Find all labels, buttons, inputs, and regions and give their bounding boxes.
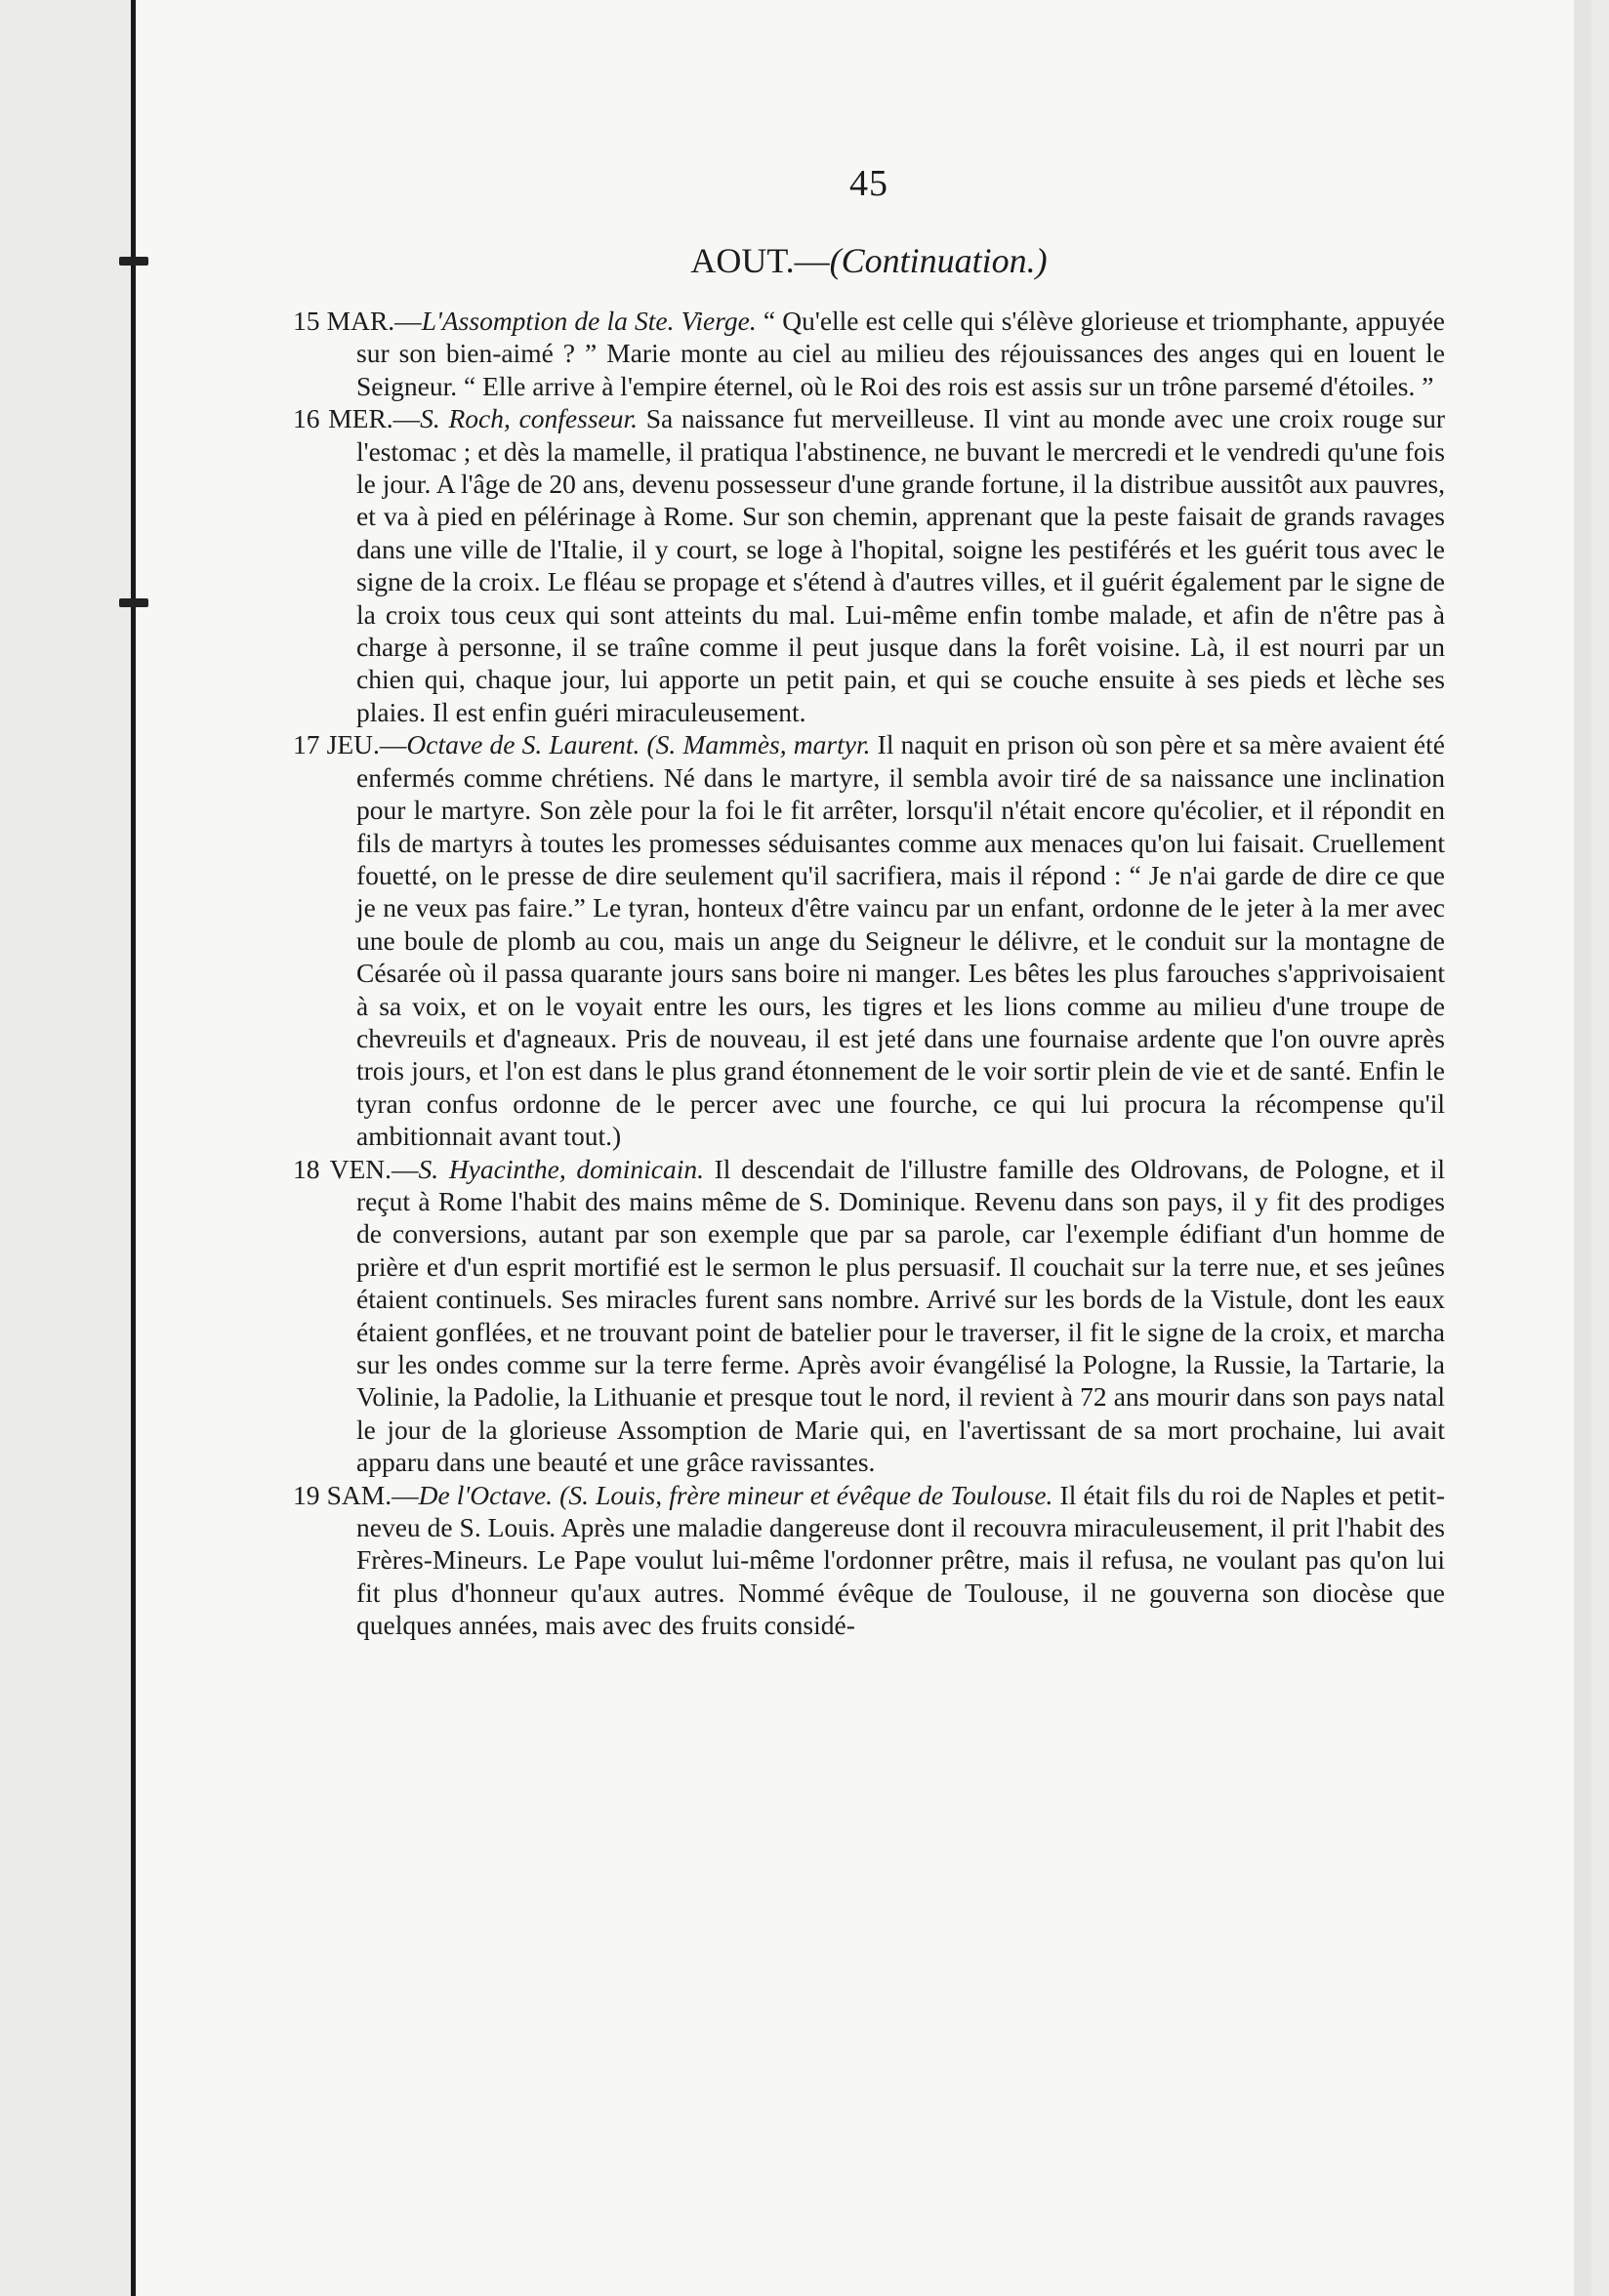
binding-line (131, 0, 136, 2296)
entry-day: 15 MAR.— (293, 306, 422, 336)
calendar-entry (293, 305, 1445, 402)
binding-mark (119, 257, 148, 266)
heading-month: AOUT.— (690, 241, 830, 280)
calendar-entry (293, 1479, 1445, 1642)
heading-continuation: (Continuation.) (829, 241, 1048, 280)
entry-title: S. Roch, confesseur. (420, 403, 639, 434)
page-edge (1574, 0, 1591, 2296)
entry-title: S. Hyacinthe, dominicain. (418, 1153, 704, 1184)
entry-text: “ Qu'elle est celle qui s'élève glorieuse et triomphante, appuyée sur son bien-aimé ? ” Marie monte au ciel au milieu des réjouissances des anges qui en louent le Seigneur. “ Elle arrive à l'empire éternel, où le Roi des rois est assis sur un trône parsemé d'étoiles. ” (356, 306, 1445, 401)
calendar-entry (293, 728, 1445, 1152)
entry-title: De l'Octave. (S. Louis, frère mineur et évêque de Toulouse. (418, 1479, 1053, 1510)
page-number: 45 (849, 163, 888, 204)
entries-list (293, 305, 1445, 1642)
binding-mark (119, 598, 148, 607)
entry-day: 17 JEU.— (293, 729, 407, 760)
entry-text: Il naquit en prison où son père et sa mère avaient été enfermés comme chrétiens. Né dans le martyre, il sembla avoir tiré de sa naissance une inclination pour le martyre. Son zèle pour la foi le fit arrêter, lorsqu'il n'était encore qu'écolier, et il répondit en fils de martyrs à toutes les promesses séduisantes comme aux menaces qu'on lui faisait. Cruellement fouetté, on le presse de dire seulement qu'il sacrifiera, mais il répond : “ Je n'ai garde de dire ce que je ne veux pas faire.” Le tyran, honteux d'être vaincu par un enfant, ordonne de le jeter à la mer avec une boule de plomb au cou, mais un ange du Seigneur le délivre, et le conduit sur la montagne de Césarée où il passa quarante jours sans boire ni manger. Les bêtes les plus farouches s'apprivoisaient à sa voix, et on le voyait entre les ours, les tigres et les lions comme au milieu d'une troupe de chevreuils et d'agneaux. Pris de nouveau, il est jeté dans une fournaise ardente que l'on ouvre après trois jours, et l'on est dans le plus grand étonnement de le voir sortir plein de vie et de santé. Enfin le tyran confus ordonne de le percer avec une fourche, ce qui lui procura la récompense qu'il ambitionnait avant tout.) (356, 729, 1445, 1152)
entry-text: Il descendait de l'illustre famille des Oldrovans, de Pologne, et il reçut à Rome l'habit des mains même de S. Dominique. Revenu dans son pays, il y fit des prodiges de conversions, autant par son exemple que par sa parole, car l'exemple édifiant d'un homme de prière et d'un esprit mortifié est le sermon le plus persuasif. Il couchait sur la terre nue, et ses jeûnes étaient continuels. Ses miracles furent sans nombre. Arrivé sur les bords de la Vistule, dont les eaux étaient gonflées, et ne trouvant point de batelier pour le traverser, il fit le signe de la croix, et marcha sur les ondes comme sur la terre ferme. Après avoir évangélisé la Pologne, la Russie, la Tartarie, la Volinie, la Padolie, la Lithuanie et presque tout le nord, il revient à 72 ans mourir dans son pays natal le jour de la glorieuse Assomption de Marie qui, en l'avertissant de sa mort prochaine, lui avait apparu dans une beauté et une grâce ravissantes. (356, 1153, 1445, 1478)
entry-text: Il était fils du roi de Naples et petit-neveu de S. Louis. Après une maladie dangereuse dont il recouvra miraculeusement, il prit l'habit des Frères-Mineurs. Le Pape voulut lui-même l'ordonner prêtre, mais il refusa, ne voulant pas qu'on lui fit plus d'honneur qu'aux autres. Nommé évêque de Toulouse, il ne gouverna son diocèse que quelques années, mais avec des fruits considé- (356, 1479, 1445, 1641)
calendar-entry (293, 402, 1445, 728)
entry-text: Sa naissance fut merveilleuse. Il vint au monde avec une croix rouge sur l'estomac ; et dès la mamelle, il pratiqua l'abstinence, ne buvant le mercredi et le vendredi qu'une fois le jour. A l'âge de 20 ans, devenu possesseur d'une grande fortune, il la distribue aussitôt aux pauvres, et va à pied en pélérinage à Rome. Sur son chemin, apprenant que la peste faisait de grands ravages dans une ville de l'Italie, il y court, se loge à l'hopital, soigne les pestiférés et les guérit tous avec le signe de la croix. Le fléau se propage et s'étend à d'autres villes, et il guérit également par le signe de la croix tous ceux qui sont atteints du mal. Lui-même enfin tombe malade, et afin de n'être pas à charge à personne, il se traîne comme il peut jusque dans la forêt voisine. Là, il est nourri par un chien qui, chaque jour, lui apporte un petit pain, et qui se couche ensuite à ses pieds et lèche ses plaies. Il est enfin guéri miraculeusement. (356, 403, 1446, 727)
entry-day: 19 SAM.— (293, 1479, 419, 1510)
entry-day: 18 VEN.— (293, 1153, 419, 1184)
entry-day: 16 MER.— (293, 403, 421, 434)
entry-title: Octave de S. Laurent. (S. Mammès, martyr. (406, 729, 871, 760)
calendar-entry (293, 1153, 1445, 1479)
section-heading (293, 240, 1445, 281)
entry-title: L'Assomption de la Ste. Vierge. (421, 306, 757, 336)
